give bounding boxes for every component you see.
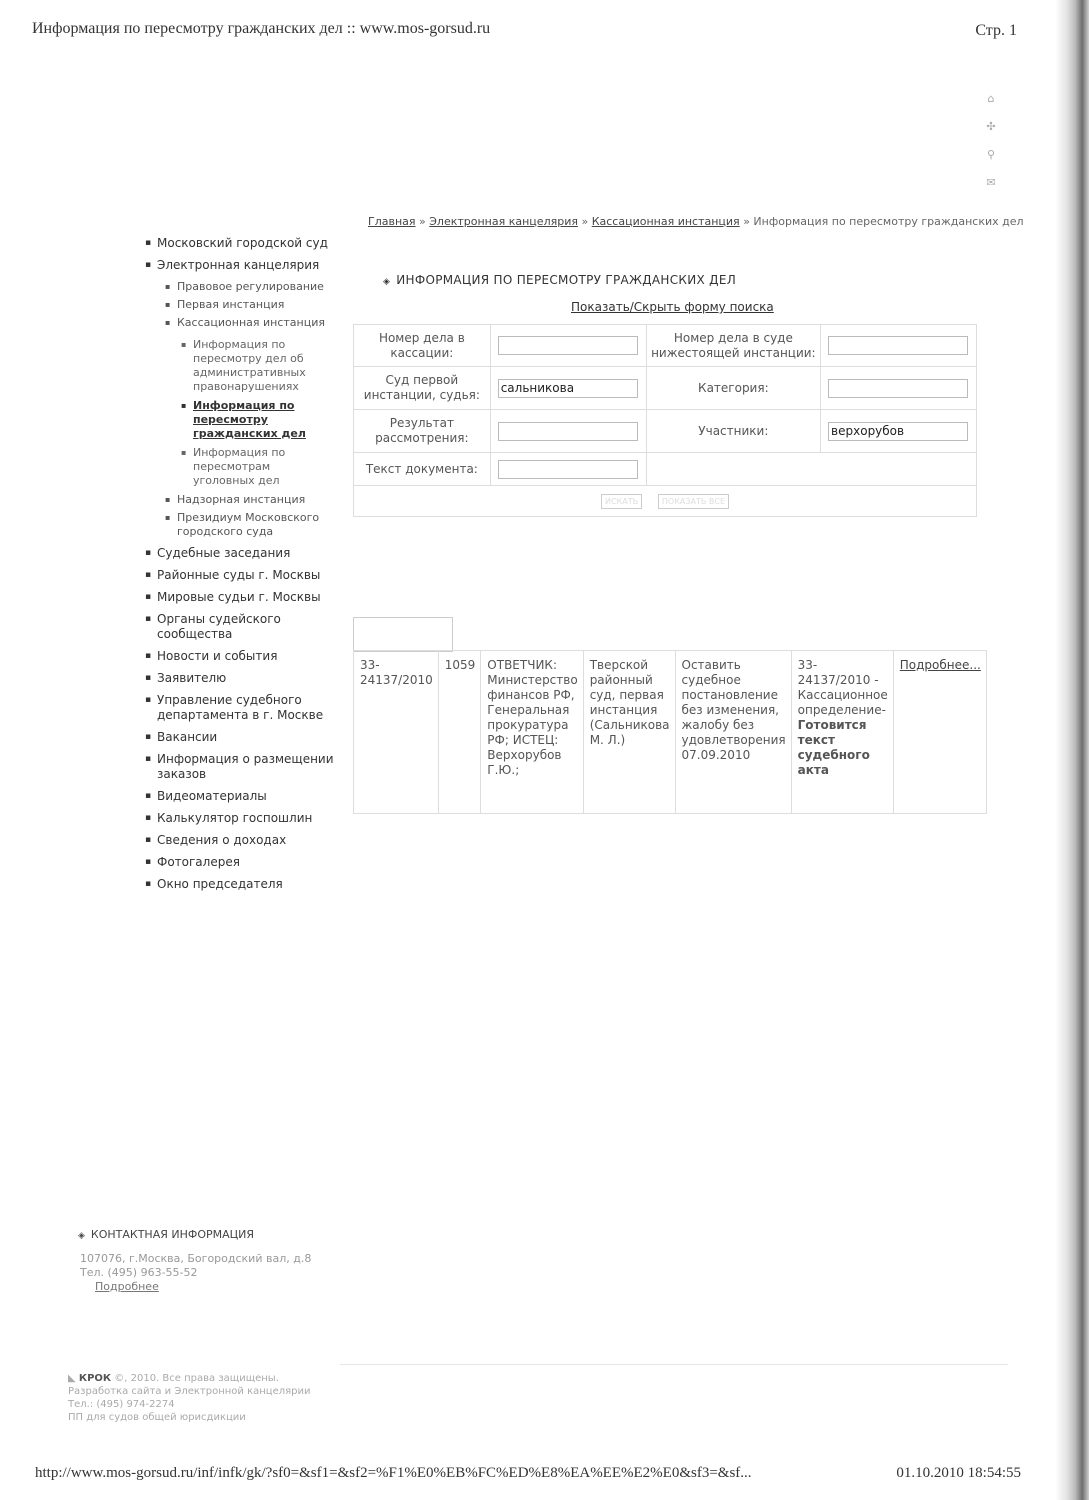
nav-item-applicant[interactable]: ▪ Заявителю (145, 671, 335, 686)
participants-input[interactable] (828, 422, 968, 441)
nav-sub-legal[interactable]: ▪ Правовое регулирование (165, 280, 335, 294)
cassation-no-input[interactable] (498, 336, 638, 355)
results-header (353, 617, 453, 652)
nav-subsub-admin[interactable]: ▪ Информация по пересмотру дел об административных правонарушениях (181, 338, 335, 394)
doc-text-label: Текст документа: (354, 453, 491, 486)
breadcrumb-current: Информация по пересмотру гражданских дел (753, 215, 1024, 228)
nav-item-mosgorsud[interactable]: ▪ Московский городской суд (145, 236, 335, 251)
details-link[interactable]: Подробнее... (899, 658, 981, 672)
contact-phone: Тел. (495) 963-55-52 (80, 1266, 198, 1279)
nav-sub-presidium[interactable]: ▪ Президиум Московского городского суда (165, 511, 335, 539)
results-table (353, 650, 987, 814)
footer-divider (340, 1364, 1008, 1365)
case-act: 33-24137/2010 - Кассационное определение- Готовится текст судебного акта (791, 651, 893, 814)
contact-info (80, 1252, 311, 1294)
nav-item-orders[interactable]: ▪ Информация о размещении заказов (145, 752, 335, 782)
nav-item-video[interactable]: ▪ Видеоматериалы (145, 789, 335, 804)
case-number: 33-24137/2010 (354, 651, 439, 814)
nav-item-magistrates[interactable]: ▪ Мировые судьи г. Москвы (145, 590, 335, 605)
mail-icon[interactable]: ✉ (986, 176, 996, 189)
doc-text-input[interactable] (498, 460, 638, 479)
lower-no-input[interactable] (828, 336, 968, 355)
result-label: Результат рассмотрения: (354, 410, 491, 453)
cassation-no-label: Номер дела в кассации: (354, 325, 491, 367)
search-button[interactable]: ИСКАТЬ (601, 494, 642, 509)
breadcrumb-cassation[interactable]: Кассационная инстанция (591, 215, 740, 228)
page-title: ◈ ИНФОРМАЦИЯ ПО ПЕРЕСМОТРУ ГРАЖДАНСКИХ ДЕЛ (383, 273, 737, 287)
footer-copyright: ©, 2010. Все права защищены. (114, 1373, 279, 1384)
nav-subsub-criminal[interactable]: ▪ Информация по пересмотрам уголовных дел (181, 446, 335, 488)
print-timestamp: 01.10.2010 18:54:55 (896, 1465, 1021, 1481)
case-decision: Оставить судебное постановление без изменения, жалобу без удовлетворения 07.09.2010 (675, 651, 791, 814)
nav-sub-cassation[interactable]: ▪ Кассационная инстанция ▪ Информация по пересмотру дел об административных правонарушениях ▪ Информация по пересмотру гражданских дел ▪ Информация по пересмотрам уголовных дел (165, 316, 335, 488)
breadcrumb-e-office[interactable]: Электронная канцелярия (429, 215, 578, 228)
nav-item-vacancies[interactable]: ▪ Вакансии (145, 730, 335, 745)
category-label: Категория: (646, 367, 820, 410)
home-icon[interactable]: ⌂ (987, 92, 995, 105)
footer-dev: Разработка сайта и Электронной канцелярии (68, 1386, 311, 1397)
case-index: 1059 (438, 651, 481, 814)
first-court-input[interactable] (498, 379, 638, 398)
sitemap-icon[interactable]: ✣ (986, 120, 996, 133)
contact-address: 107076, г.Москва, Богородский вал, д.8 (80, 1252, 312, 1265)
case-court: Тверской районный суд, первая инстанция (Сальникова М. Л.) (583, 651, 675, 814)
print-url: http://www.mos-gorsud.ru/inf/infk/gk/?sf0=&sf1=&sf2=%F1%E0%EB%FC%ED%E8%EA%EE%E2%E0&sf3=&sf... (35, 1465, 752, 1481)
footer-product: ПП для судов общей юрисдикции (68, 1412, 246, 1423)
nav-item-judicial-bodies[interactable]: ▪ Органы судейского сообщества (145, 612, 335, 642)
nav-item-hearings[interactable]: ▪ Судебные заседания (145, 546, 335, 561)
nav-item-chairman[interactable]: ▪ Окно председателя (145, 877, 335, 892)
side-icons (983, 92, 999, 204)
nav-sub-supervisory[interactable]: ▪ Надзорная инстанция (165, 493, 335, 507)
participants-label: Участники: (646, 410, 820, 453)
footer-brand[interactable]: КРОК (78, 1373, 112, 1384)
scan-edge (1055, 0, 1089, 1500)
bullet-icon: ◈ (78, 1231, 85, 1241)
case-participants: ОТВЕТЧИК: Министерство финансов РФ, Генеральная прокуратура РФ; ИСТЕЦ: Верхорубов Г.Ю.; (481, 651, 583, 814)
sidebar-nav (145, 236, 335, 899)
print-header (32, 20, 1017, 38)
nav-sub-first[interactable]: ▪ Первая инстанция (165, 298, 335, 312)
nav-subsub-civil[interactable]: ▪ Информация по пересмотру гражданских дел (181, 399, 335, 441)
category-input[interactable] (828, 379, 968, 398)
nav-item-news[interactable]: ▪ Новости и события (145, 649, 335, 664)
nav-item-district-courts[interactable]: ▪ Районные суды г. Москвы (145, 568, 335, 583)
print-footer (35, 1465, 1021, 1482)
breadcrumb: Главная » Электронная канцелярия » Кассационная инстанция » Информация по пересмотру гражданских дел (368, 215, 1024, 228)
site-footer (68, 1372, 311, 1424)
case-more-cell (893, 651, 986, 814)
nav-item-department[interactable]: ▪ Управление судебного департамента в г. Москве (145, 693, 335, 723)
first-court-label: Суд первой инстанции, судья: (354, 367, 491, 410)
table-row (354, 651, 987, 814)
lower-no-label: Номер дела в суде нижестоящей инстанции: (646, 325, 820, 367)
print-title: Информация по пересмотру гражданских дел :: www.mos-gorsud.ru (32, 20, 491, 37)
result-input[interactable] (498, 422, 638, 441)
page-number: Стр. 1 (975, 22, 1017, 39)
toggle-search-link[interactable]: Показать/Скрыть форму поиска (571, 300, 774, 314)
nav-item-calculator[interactable]: ▪ Калькулятор госпошлин (145, 811, 335, 826)
search-form (353, 324, 977, 517)
bullet-icon: ◈ (383, 277, 391, 287)
act-status: Готовится текст судебного акта (797, 718, 870, 777)
show-all-button[interactable]: ПОКАЗАТЬ ВСЕ (658, 494, 729, 509)
nav-item-photo[interactable]: ▪ Фотогалерея (145, 855, 335, 870)
contact-more-link[interactable]: Подробнее (95, 1280, 159, 1293)
logo-icon: ◣ (68, 1373, 76, 1384)
footer-phone: Тел.: (495) 974-2274 (68, 1399, 175, 1410)
breadcrumb-home[interactable]: Главная (368, 215, 416, 228)
contact-title: ◈ КОНТАКТНАЯ ИНФОРМАЦИЯ (78, 1228, 255, 1241)
nav-item-e-office[interactable]: ▪ Электронная канцелярия ▪ Правовое регулирование ▪ Первая инстанция ▪ Кассационная инстанция ▪ Информация по пересмотру дел об административных правонарушениях ▪ Информация по пересмотру гражданских дел ▪ Информация по пересмотрам уголовных дел ▪ Надзорная инстанция ▪ Президиум Московского городского суда (145, 258, 335, 539)
search-icon[interactable]: ⚲ (986, 148, 996, 161)
nav-item-income[interactable]: ▪ Сведения о доходах (145, 833, 335, 848)
